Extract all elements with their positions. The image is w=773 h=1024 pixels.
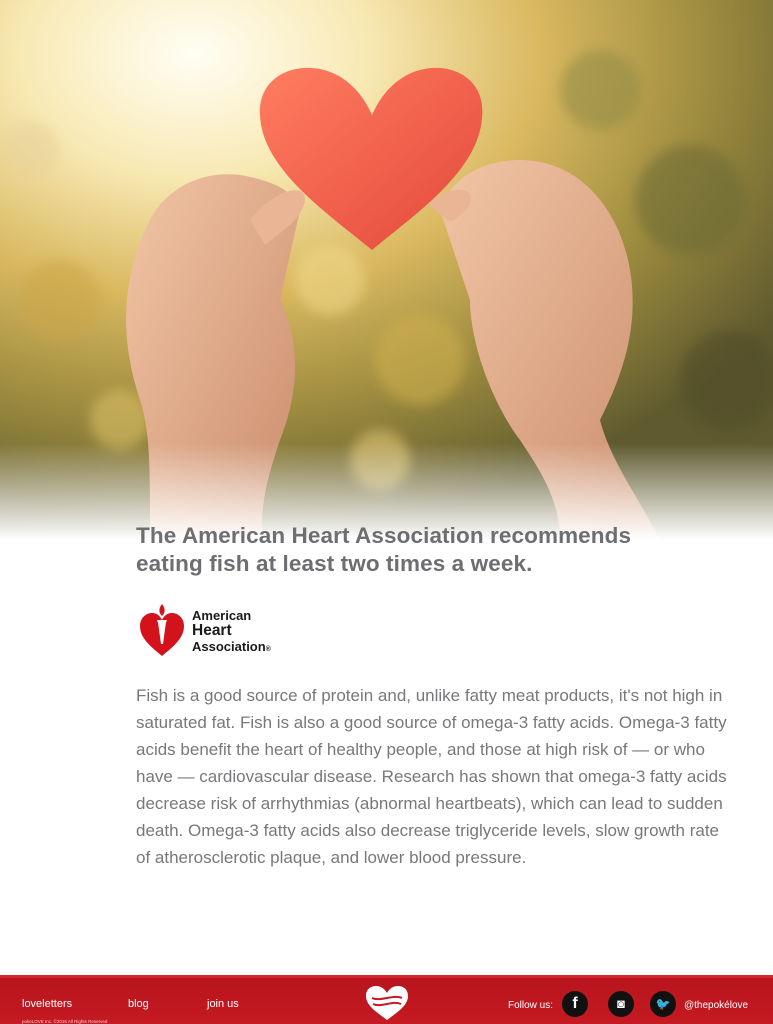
footer-link-loveletters[interactable]: loveletters [22, 998, 73, 1010]
instagram-icon[interactable]: ◙ [608, 991, 634, 1017]
headline [136, 522, 716, 578]
footer-link-blog[interactable]: blog [128, 998, 149, 1010]
headline-line-2: eating fish at least two times a week. [136, 551, 533, 576]
footer-bar [0, 975, 773, 1024]
logo-association-word: Association [192, 639, 266, 654]
facebook-icon[interactable]: f [562, 991, 588, 1017]
american-heart-association-logo [138, 600, 288, 660]
headline-line-1: The American Heart Association recommends [136, 523, 632, 548]
twitter-icon[interactable]: 🐦 [650, 991, 676, 1017]
brand-heart-logo-icon[interactable] [364, 984, 410, 1022]
logo-line-american: American [192, 608, 252, 623]
body-paragraph: Fish is a good source of protein and, unlike fatty meat products, it's not high in saturated fat. Fish is also a good source of omega-3 fatty acids. Omega-3 fatty acids benefit the heart of healthy people, and those at high risk of — or who have — cardiovascular disease. Research has shown that omega-3 fatty acids decrease risk of arrhythmias (abnormal heartbeats), which can lead to sudden death. Omega-3 fatty acids also decrease triglyceride levels, slow growth rate of atherosclerotic plaque, and lower blood pressure. [136, 686, 727, 867]
follow-us-label: Follow us: [508, 1000, 554, 1011]
social-handle[interactable]: @thepokélove [684, 1000, 749, 1011]
logo-registered-mark: ® [265, 646, 271, 653]
logo-line-heart: Heart [192, 622, 232, 639]
aha-heart-torch-icon [138, 600, 188, 660]
footer-link-join-us[interactable]: join us [207, 998, 239, 1010]
logo-line-association [192, 639, 271, 657]
copyright-text: pokeLOVE Inc. ©2016 All Rights Reserved [22, 1019, 108, 1024]
